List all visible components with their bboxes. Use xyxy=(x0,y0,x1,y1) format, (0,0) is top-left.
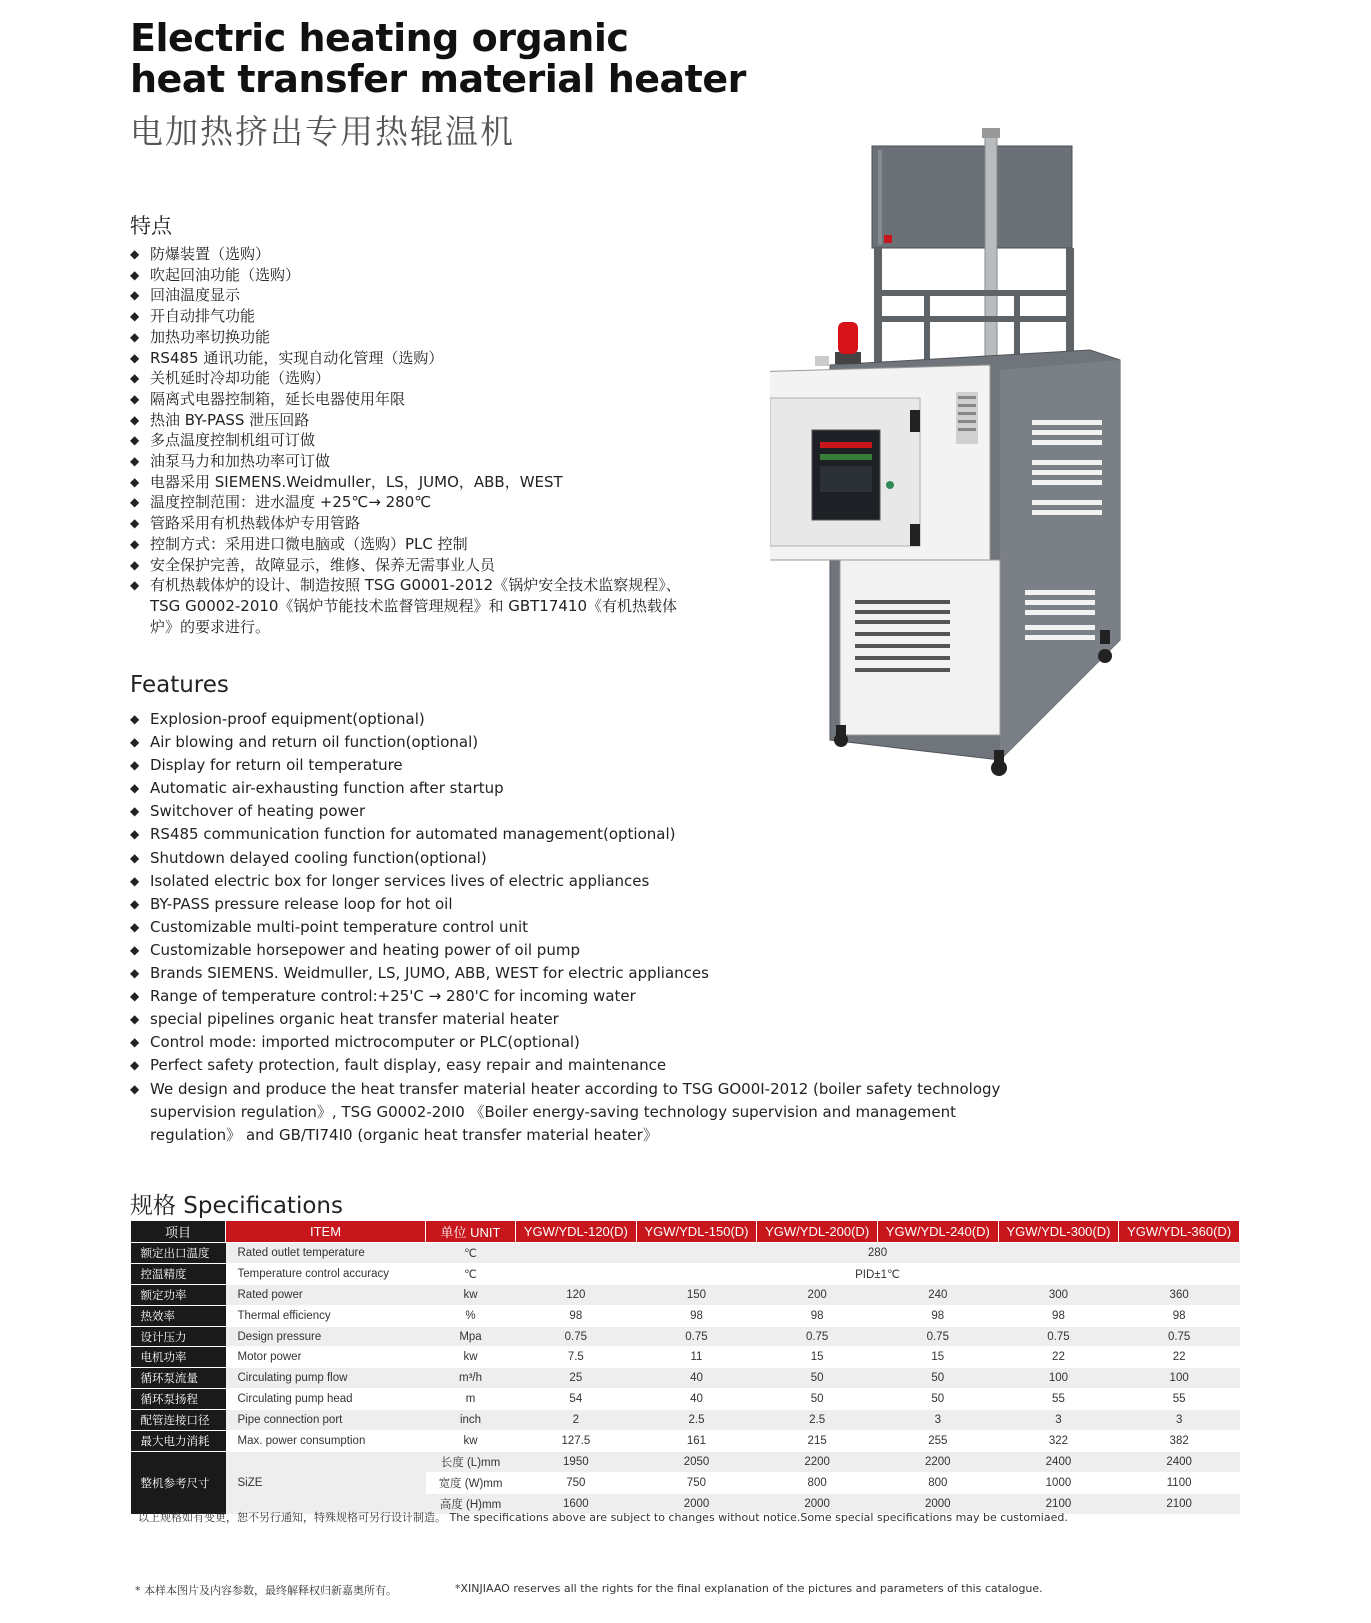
row-label-cn: 配管连接口径 xyxy=(131,1410,226,1431)
row-value: 127.5 xyxy=(516,1431,637,1452)
row-value: 3 xyxy=(1119,1410,1240,1431)
row-value: 50 xyxy=(877,1389,998,1410)
row-value: 22 xyxy=(998,1347,1119,1368)
row-value: 98 xyxy=(998,1305,1119,1326)
row-unit: Mpa xyxy=(426,1326,516,1347)
row-value: 98 xyxy=(636,1305,757,1326)
row-value: 360 xyxy=(1119,1284,1240,1305)
row-merged-value: 280 xyxy=(516,1243,1240,1264)
row-value: 11 xyxy=(636,1347,757,1368)
row-value: 2200 xyxy=(757,1451,878,1472)
row-label-cn: 循环泵流量 xyxy=(131,1368,226,1389)
row-label-cn: 控温精度 xyxy=(131,1263,226,1284)
row-unit: 长度 (L)mm xyxy=(426,1451,516,1472)
header-model: YGW/YDL-200(D) xyxy=(757,1221,878,1243)
row-value: 1950 xyxy=(516,1451,637,1472)
table-row xyxy=(131,1410,1240,1431)
row-value: 2 xyxy=(516,1410,637,1431)
row-value: 0.75 xyxy=(757,1326,878,1347)
row-value: 0.75 xyxy=(877,1326,998,1347)
feature-item: ◆ 回油温度显示 xyxy=(130,285,690,306)
row-unit: kw xyxy=(426,1284,516,1305)
feature-item: ◆ Brands SIEMENS. Weidmuller, LS, JUMO, ABB, WEST for electric appliances xyxy=(130,962,1020,985)
feature-item: ◆ Explosion-proof equipment(optional) xyxy=(130,708,1020,731)
table-row xyxy=(131,1389,1240,1410)
row-value: 800 xyxy=(757,1472,878,1493)
row-label-en: Rated power xyxy=(226,1284,426,1305)
features-cn-heading: 特点 xyxy=(130,214,172,238)
row-label-en: Circulating pump head xyxy=(226,1389,426,1410)
row-value: 0.75 xyxy=(636,1326,757,1347)
row-value: 200 xyxy=(757,1284,878,1305)
row-value: 2200 xyxy=(877,1451,998,1472)
row-value: 2000 xyxy=(757,1493,878,1514)
row-value: 50 xyxy=(757,1368,878,1389)
specifications-table xyxy=(130,1220,1240,1515)
row-value: 98 xyxy=(757,1305,878,1326)
row-unit: kw xyxy=(426,1431,516,1452)
feature-item: ◆ 油泵马力和加热功率可订做 xyxy=(130,451,690,472)
table-row xyxy=(131,1284,1240,1305)
feature-item: ◆ 加热功率切换功能 xyxy=(130,327,690,348)
row-value: 0.75 xyxy=(998,1326,1119,1347)
row-value: 750 xyxy=(516,1472,637,1493)
row-value: 0.75 xyxy=(516,1326,637,1347)
row-value: 22 xyxy=(1119,1347,1240,1368)
row-label-cn: 电机功率 xyxy=(131,1347,226,1368)
row-value: 7.5 xyxy=(516,1347,637,1368)
header-unit: 单位 UNIT xyxy=(426,1221,516,1243)
heater-machine-illustration xyxy=(770,120,1170,810)
row-label-en: Motor power xyxy=(226,1347,426,1368)
feature-item: ◆ 有机热载体炉的设计、制造按照 TSG G0001-2012《锅炉安全技术监察规程》、TSG G0002-2010《锅炉节能技术监督管理规程》和 GBT17410《有机热载体炉》的要求进行。 xyxy=(130,575,690,637)
row-value: 0.75 xyxy=(1119,1326,1240,1347)
feature-item: ◆ Perfect safety protection, fault display, easy repair and maintenance xyxy=(130,1054,1020,1077)
row-value: 15 xyxy=(877,1347,998,1368)
header-item-en: ITEM xyxy=(226,1221,426,1243)
footer-note-en: *XINJIAAO reserves all the rights for the final explanation of the pictures and parameters of this catalogue. xyxy=(455,1582,1043,1595)
row-label-en: Max. power consumption xyxy=(226,1431,426,1452)
features-cn-list xyxy=(130,244,690,637)
row-value: 100 xyxy=(998,1368,1119,1389)
header-model: YGW/YDL-120(D) xyxy=(516,1221,637,1243)
table-row xyxy=(131,1451,1240,1472)
feature-item: ◆ RS485 通讯功能，实现自动化管理（选购） xyxy=(130,348,690,369)
row-unit: m³/h xyxy=(426,1368,516,1389)
feature-item: ◆ 热油 BY-PASS 泄压回路 xyxy=(130,410,690,431)
spec-note: 以上规格如有变更，恕不另行通知，特殊规格可另行设计制造。 The specifications above are subject to changes without notice.Some special specifications may be customiaed. xyxy=(138,1511,1068,1524)
row-value: 50 xyxy=(757,1389,878,1410)
row-value: 1600 xyxy=(516,1493,637,1514)
feature-item: ◆ Customizable multi-point temperature control unit xyxy=(130,916,1020,939)
row-value: 2100 xyxy=(1119,1493,1240,1514)
row-value: 240 xyxy=(877,1284,998,1305)
table-row xyxy=(131,1243,1240,1264)
feature-item: ◆ 隔离式电器控制箱，延长电器使用年限 xyxy=(130,389,690,410)
row-label-en: Temperature control accuracy xyxy=(226,1263,426,1284)
row-label-en: Rated outlet temperature xyxy=(226,1243,426,1264)
feature-item: ◆ 关机延时冷却功能（选购） xyxy=(130,368,690,389)
row-label-en: Thermal efficiency xyxy=(226,1305,426,1326)
row-value: 300 xyxy=(998,1284,1119,1305)
table-body xyxy=(131,1243,1240,1515)
row-label-cn: 设计压力 xyxy=(131,1326,226,1347)
row-value: 25 xyxy=(516,1368,637,1389)
feature-item: ◆ 电器采用 SIEMENS.Weidmuller，LS，JUMO，ABB，WEST xyxy=(130,472,690,493)
header-model: YGW/YDL-360(D) xyxy=(1119,1221,1240,1243)
feature-item: ◆ Customizable horsepower and heating power of oil pump xyxy=(130,939,1020,962)
row-label-cn: 额定出口温度 xyxy=(131,1243,226,1264)
row-value: 1000 xyxy=(998,1472,1119,1493)
row-value: 98 xyxy=(516,1305,637,1326)
row-value: 98 xyxy=(877,1305,998,1326)
feature-item: ◆ 开自动排气功能 xyxy=(130,306,690,327)
row-value: 15 xyxy=(757,1347,878,1368)
feature-item: ◆ 温度控制范围：进水温度 +25℃→ 280℃ xyxy=(130,492,690,513)
table-row xyxy=(131,1305,1240,1326)
row-value: 2.5 xyxy=(757,1410,878,1431)
row-value: 750 xyxy=(636,1472,757,1493)
table-row xyxy=(131,1368,1240,1389)
row-value: 2050 xyxy=(636,1451,757,1472)
row-unit: % xyxy=(426,1305,516,1326)
row-label-cn: 整机参考尺寸 xyxy=(131,1451,226,1514)
row-value: 215 xyxy=(757,1431,878,1452)
feature-item: ◆ We design and produce the heat transfer material heater according to TSG GO00I-2012 (boiler safety technology supervision regulation》, TSG G0002-20I0 《Boiler energy-saving technology supervision and management regulation》 and GB/TI74I0 (organic heat transfer material heater》 xyxy=(130,1078,1020,1147)
title-line-1: Electric heating organic xyxy=(130,16,629,60)
row-label-cn: 额定功率 xyxy=(131,1284,226,1305)
header-model: YGW/YDL-300(D) xyxy=(998,1221,1119,1243)
table-header-row xyxy=(131,1221,1240,1243)
row-label-cn: 热效率 xyxy=(131,1305,226,1326)
row-value: 2.5 xyxy=(636,1410,757,1431)
row-label-en: Pipe connection port xyxy=(226,1410,426,1431)
row-value: 54 xyxy=(516,1389,637,1410)
feature-item: ◆ BY-PASS pressure release loop for hot oil xyxy=(130,893,1020,916)
row-value: 382 xyxy=(1119,1431,1240,1452)
row-value: 2100 xyxy=(998,1493,1119,1514)
feature-item: ◆ Control mode: imported mictrocomputer or PLC(optional) xyxy=(130,1031,1020,1054)
row-value: 3 xyxy=(877,1410,998,1431)
row-unit: 高度 (H)mm xyxy=(426,1493,516,1514)
row-value: 161 xyxy=(636,1431,757,1452)
table-row xyxy=(131,1326,1240,1347)
row-value: 55 xyxy=(1119,1389,1240,1410)
feature-item: ◆ 吹起回油功能（选购） xyxy=(130,265,690,286)
row-unit: 宽度 (W)mm xyxy=(426,1472,516,1493)
row-unit: kw xyxy=(426,1347,516,1368)
row-value: 2000 xyxy=(636,1493,757,1514)
header-model: YGW/YDL-150(D) xyxy=(636,1221,757,1243)
features-en-heading: Features xyxy=(130,672,229,698)
row-value: 98 xyxy=(1119,1305,1240,1326)
row-value: 50 xyxy=(877,1368,998,1389)
row-value: 255 xyxy=(877,1431,998,1452)
row-value: 800 xyxy=(877,1472,998,1493)
feature-item: ◆ special pipelines organic heat transfer material heater xyxy=(130,1008,1020,1031)
row-label-en: Design pressure xyxy=(226,1326,426,1347)
row-value: 322 xyxy=(998,1431,1119,1452)
row-value: 40 xyxy=(636,1389,757,1410)
feature-item: ◆ Range of temperature control:+25'C → 280'C for incoming water xyxy=(130,985,1020,1008)
feature-item: ◆ Isolated electric box for longer services lives of electric appliances xyxy=(130,870,1020,893)
row-label-en: SiZE xyxy=(226,1451,426,1514)
row-unit: ℃ xyxy=(426,1243,516,1264)
row-value: 1100 xyxy=(1119,1472,1240,1493)
feature-item: ◆ Air blowing and return oil function(optional) xyxy=(130,731,1020,754)
row-value: 55 xyxy=(998,1389,1119,1410)
vertical-pipe xyxy=(985,132,997,357)
row-value: 2400 xyxy=(1119,1451,1240,1472)
footer-note-cn: * 本样本图片及内容参数，最终解释权归新嘉奥所有。 xyxy=(135,1584,397,1597)
row-merged-value: PID±1℃ xyxy=(516,1263,1240,1284)
row-unit: inch xyxy=(426,1410,516,1431)
feature-item: ◆ 控制方式：采用进口微电脑或（选购）PLC 控制 xyxy=(130,534,690,555)
row-unit: m xyxy=(426,1389,516,1410)
row-value: 120 xyxy=(516,1284,637,1305)
row-label-en: Circulating pump flow xyxy=(226,1368,426,1389)
feature-item: ◆ Switchover of heating power xyxy=(130,800,1020,823)
table-row xyxy=(131,1347,1240,1368)
row-label-cn: 循环泵扬程 xyxy=(131,1389,226,1410)
feature-item: ◆ 多点温度控制机组可订做 xyxy=(130,430,690,451)
feature-item: ◆ Shutdown delayed cooling function(optional) xyxy=(130,847,1020,870)
row-value: 2400 xyxy=(998,1451,1119,1472)
feature-item: ◆ RS485 communication function for automated management(optional) xyxy=(130,823,1020,846)
row-value: 40 xyxy=(636,1368,757,1389)
row-label-cn: 最大电力消耗 xyxy=(131,1431,226,1452)
feature-item: ◆ 管路采用有机热载体炉专用管路 xyxy=(130,513,690,534)
row-value: 2000 xyxy=(877,1493,998,1514)
feature-item: ◆ 防爆装置（选购） xyxy=(130,244,690,265)
row-value: 150 xyxy=(636,1284,757,1305)
top-tank-box xyxy=(872,146,1072,248)
alarm-beacon xyxy=(838,322,858,354)
header-model: YGW/YDL-240(D) xyxy=(877,1221,998,1243)
feature-item: ◆ Display for return oil temperature xyxy=(130,754,1020,777)
page-subtitle-cn: 电加热挤出专用热辊温机 xyxy=(130,112,515,151)
row-unit: ℃ xyxy=(426,1263,516,1284)
feature-item: ◆ 安全保护完善，故障显示，维修、保养无需事业人员 xyxy=(130,555,690,576)
table-row xyxy=(131,1263,1240,1284)
page-title xyxy=(130,18,746,100)
header-item-cn: 项目 xyxy=(131,1221,226,1243)
row-value: 100 xyxy=(1119,1368,1240,1389)
row-value: 3 xyxy=(998,1410,1119,1431)
specifications-heading: 规格 Specifications xyxy=(130,1193,343,1219)
feature-item: ◆ Automatic air-exhausting function after startup xyxy=(130,777,1020,800)
title-line-2: heat transfer material heater xyxy=(130,57,746,101)
table-row xyxy=(131,1431,1240,1452)
